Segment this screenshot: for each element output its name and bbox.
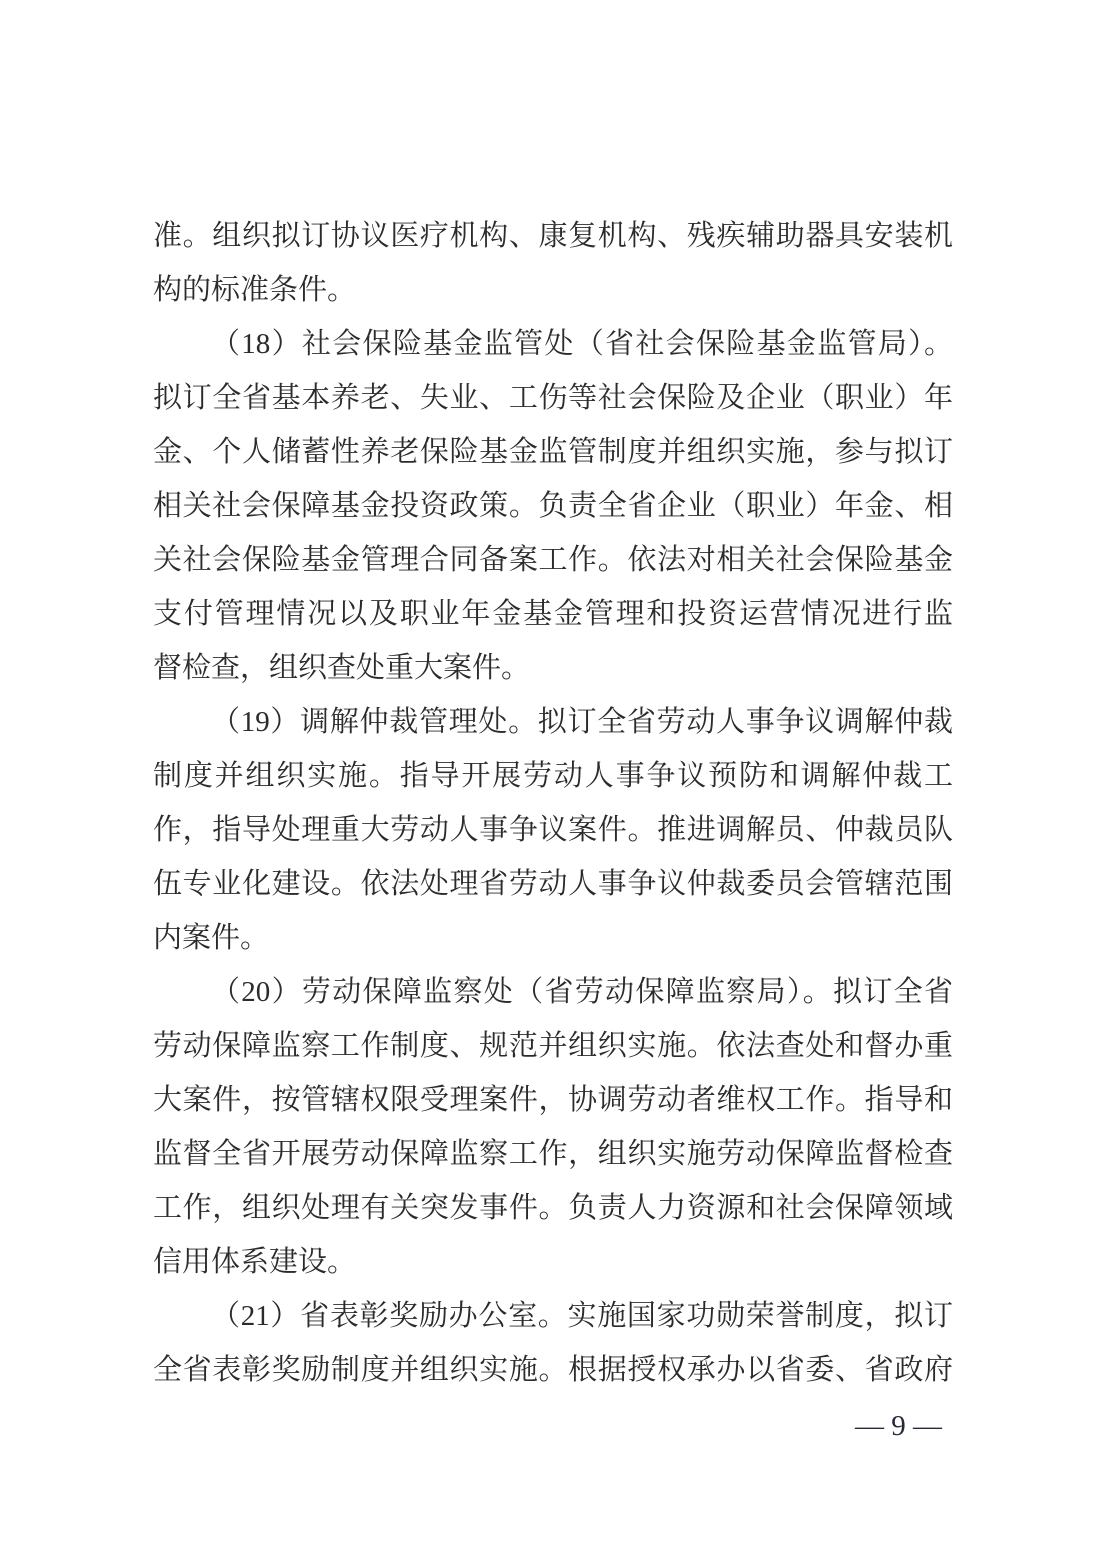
text-line: 工作，组织处理有关突发事件。负责人力资源和社会保障领域 [153, 1192, 953, 1224]
text-block [153, 209, 953, 1397]
text-line: 支付管理情况以及职业年金基金管理和投资运营情况进行监 [153, 598, 953, 630]
text-line: （18）社会保险基金监管处（省社会保险基金监管局）。 [211, 328, 953, 360]
text-line: 全省表彰奖励制度并组织实施。根据授权承办以省委、省政府 [153, 1354, 953, 1386]
text-line: 监督全省开展劳动保障监察工作，组织实施劳动保障监督检查 [153, 1138, 953, 1170]
paragraph-item-21 [153, 1289, 953, 1397]
text-line: 拟订全省基本养老、失业、工伤等社会保险及企业（职业）年 [153, 382, 953, 414]
text-line: （19）调解仲裁管理处。拟订全省劳动人事争议调解仲裁 [211, 706, 953, 738]
paragraph-item-20 [153, 965, 953, 1289]
text-line: 大案件，按管辖权限受理案件，协调劳动者维权工作。指导和 [153, 1084, 953, 1116]
text-line: 作，指导处理重大劳动人事争议案件。推进调解员、仲裁员队 [153, 814, 953, 846]
paragraph-item-19 [153, 695, 953, 965]
text-line: 构的标准条件。 [153, 274, 357, 306]
text-line: 制度并组织实施。指导开展劳动人事争议预防和调解仲裁工 [153, 760, 953, 792]
paragraph-item-18 [153, 317, 953, 695]
text-line: 伍专业化建设。依法处理省劳动人事争议仲裁委员会管辖范围 [153, 868, 953, 900]
text-line: （21）省表彰奖励办公室。实施国家功勋荣誉制度，拟订 [211, 1300, 953, 1332]
text-line: 相关社会保障基金投资政策。负责全省企业（职业）年金、相 [153, 490, 953, 522]
text-line: 准。组织拟订协议医疗机构、康复机构、残疾辅助器具安装机 [153, 220, 953, 252]
page-number: — 9 — [855, 1410, 942, 1442]
text-line: 督检查，组织查处重大案件。 [153, 652, 531, 684]
text-line: 劳动保障监察工作制度、规范并组织实施。依法查处和督办重 [153, 1030, 953, 1062]
text-line: 内案件。 [153, 922, 270, 954]
text-line: 信用体系建设。 [153, 1246, 357, 1278]
paragraph-continuation [153, 209, 953, 317]
text-line: 金、个人储蓄性养老保险基金监管制度并组织实施，参与拟订 [153, 436, 953, 468]
text-line: 关社会保险基金管理合同备案工作。依法对相关社会保险基金 [153, 544, 953, 576]
text-line: （20）劳动保障监察处（省劳动保障监察局）。拟订全省 [211, 976, 953, 1008]
